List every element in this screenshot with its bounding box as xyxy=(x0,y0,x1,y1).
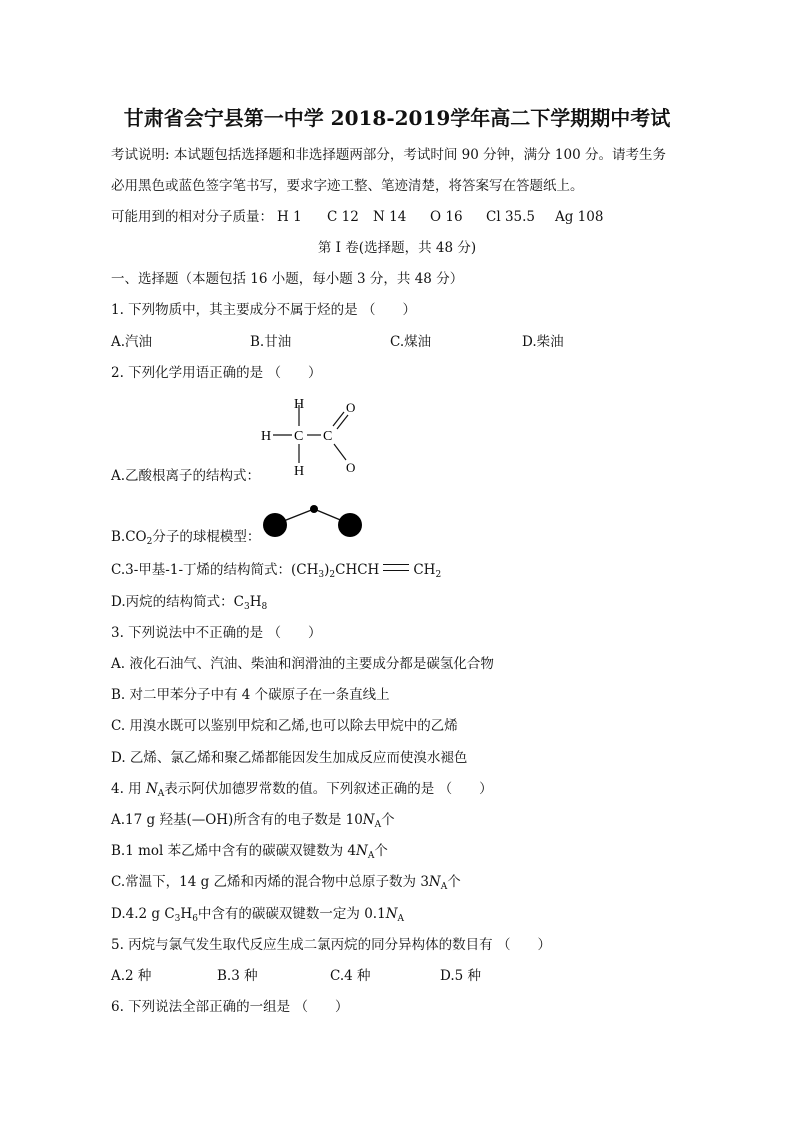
q2-option-b: $B.CO_2$分子的球棍模型： xyxy=(111,529,261,547)
q5-option-d: D.5 种 xyxy=(440,968,482,984)
bond-c-o-double-1 xyxy=(333,412,344,426)
oxygen-ball-left xyxy=(263,513,287,537)
q3-stem: 3. 下列说法中不正确的是 （ ） xyxy=(111,625,322,641)
q2-stem: 2. 下列化学用语正确的是 （ ） xyxy=(111,365,322,381)
q5-option-b: B.3 种 xyxy=(217,968,258,984)
q4-option-a: A.17 g 羟基(—OH)所含有的电子数是 $10N_A$个 xyxy=(111,812,395,830)
instructions-line-2: 必用黑色或蓝色签字笔书写，要求字迹工整、笔迹清楚，将答案写在答题纸上。 xyxy=(111,178,584,194)
atomic-mass-item: Ag 108 xyxy=(555,209,604,225)
section1-heading: 一、选择题（本题包括 16 小题，每小题 3 分，共 48 分） xyxy=(111,271,464,287)
q2-option-d: D.丙烷的结构简式：$C_3H_8$ xyxy=(111,594,268,612)
bond-c-o-single xyxy=(334,444,346,460)
atom-o: O xyxy=(346,460,356,475)
instructions-line-1: 考试说明: 本试题包括选择题和非选择题两部分，考试时间 90 分钟，满分 100 分。请考生务 xyxy=(111,147,666,163)
q3-option-c: C. 用溴水既可以鉴别甲烷和乙烯,也可以除去甲烷中的乙烯 xyxy=(111,718,458,734)
double-bond-mark xyxy=(383,564,409,571)
q3-option-b: B. 对二甲苯分子中有 4 个碳原子在一条直线上 xyxy=(111,687,390,703)
q5-stem: 5. 丙烷与氯气发生取代反应生成二氯丙烷的同分异构体的数目有 （ ） xyxy=(111,937,551,953)
carbon-ball xyxy=(310,505,318,513)
page-title: 甘肃省会宁县第一中学 2018-2019学年高二下学期期中考试 xyxy=(123,106,671,130)
q6-stem: 6. 下列说法全部正确的一组是 （ ） xyxy=(111,999,349,1015)
atomic-mass-item: N 14 xyxy=(373,209,407,225)
q4-stem: 4. 用 $N_A$表示阿伏加德罗常数的值。下列叙述正确的是 （ ） xyxy=(111,781,493,799)
atom-h: H xyxy=(294,397,305,412)
part1-heading: 第 I 卷(选择题，共 48 分) xyxy=(317,240,477,256)
bond-c-o-double-2 xyxy=(337,415,348,429)
q4-option-d: D.4.2 g $C_3H_6$中含有的碳碳双键数一定为 $0.1N_A$ xyxy=(111,906,404,924)
atom-o: O xyxy=(346,400,356,415)
atom-c: C xyxy=(323,429,333,444)
q5-option-c: C.4 种 xyxy=(330,968,371,984)
atomic-mass-item: O 16 xyxy=(430,209,463,225)
atom-h: H xyxy=(294,464,305,479)
atomic-mass-item: H 1 xyxy=(277,209,302,225)
oxygen-ball-right xyxy=(338,513,362,537)
atom-h: H xyxy=(261,429,272,444)
q2-option-c: C.3-甲基-1-丁烯的结构简式：$(CH_3)_2CHCH$ $CH_2$ xyxy=(111,562,442,580)
q1-option-c: C.煤油 xyxy=(390,334,432,350)
atom-c: C xyxy=(294,429,304,444)
q4-option-b: B.1 mol 苯乙烯中含有的碳碳双键数为 $4N_A$个 xyxy=(111,843,388,861)
atomic-mass-item: C 12 xyxy=(327,209,359,225)
acetate-structural-formula xyxy=(258,393,378,483)
q1-option-a: A.汽油 xyxy=(111,334,153,350)
q5-option-a: A.2 种 xyxy=(111,968,152,984)
q2-option-a: A.乙酸根离子的结构式： xyxy=(111,468,261,484)
q1-option-d: D.柴油 xyxy=(522,334,564,350)
q4-option-c: C.常温下，14 g 乙烯和丙烯的混合物中总原子数为 $3N_A$个 xyxy=(111,874,461,892)
q3-option-a: A. 液化石油气、汽油、柴油和润滑油的主要成分都是碳氢化合物 xyxy=(111,656,494,672)
q1-stem: 1. 下列物质中，其主要成分不属于烃的是 （ ） xyxy=(111,302,416,318)
co2-ball-stick-model xyxy=(258,500,368,545)
atomic-masses-label: 可能用到的相对分子质量： xyxy=(111,209,273,225)
q3-option-d: D. 乙烯、氯乙烯和聚乙烯都能因发生加成反应而使溴水褪色 xyxy=(111,750,468,766)
atomic-mass-item: Cl 35.5 xyxy=(486,209,535,225)
q1-option-b: B.甘油 xyxy=(250,334,292,350)
